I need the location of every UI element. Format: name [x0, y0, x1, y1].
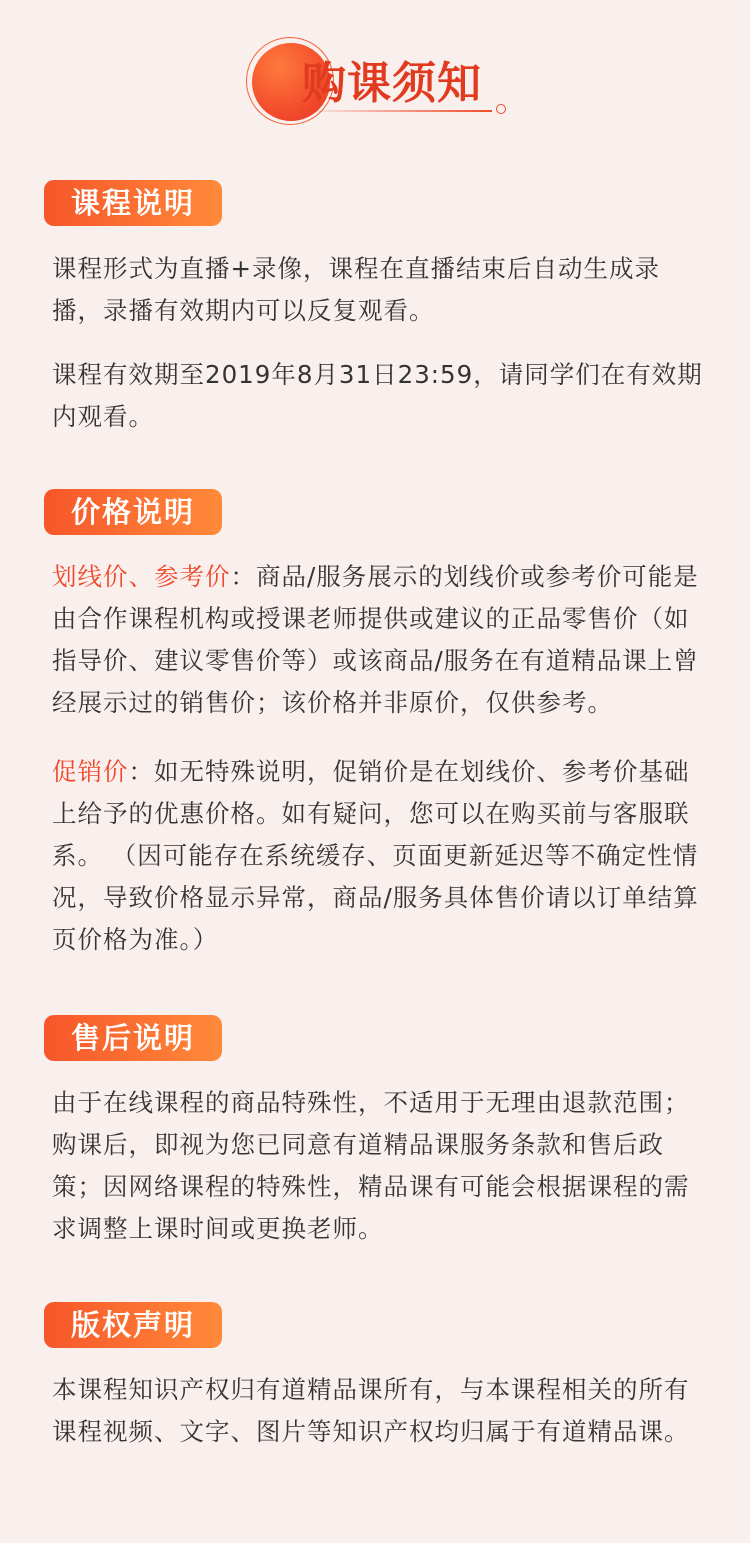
paragraph-text: ：如无特殊说明，促销价是在划线价、参考价基础上给予的优惠价格。如有疑问，您可以在购买前与客服联系。 （因可能存在系统缓存、页面更新延迟等不确定性情况，导致价格显示异常，商品/服务具体售价请以订单结算页价格为准。）: [52, 757, 699, 954]
section-label-after-sales: 售后说明: [44, 1015, 222, 1061]
course-paragraph-2: [52, 354, 708, 438]
paragraph-text: 由于在线课程的商品特殊性，不适用于无理由退款范围；购课后，即视为您已同意有道精品课服务条款和售后政策；因网络课程的特殊性，精品课有可能会根据课程的需求调整上课时间或更换老师。: [52, 1088, 690, 1243]
paragraph-text: 本课程知识产权归有道精品课所有，与本课程相关的所有课程视频、文字、图片等知识产权均归属于有道精品课。: [52, 1375, 690, 1446]
page-title: 购课须知: [302, 58, 482, 109]
after-sales-paragraph: [52, 1082, 708, 1250]
section-label-course: 课程说明: [44, 180, 222, 226]
paragraph-text: 课程形式为直播+录像，课程在直播结束后自动生成录播，录播有效期内可以反复观看。: [52, 254, 661, 325]
paragraph-text: 课程有效期至2019年8月31日23:59，请同学们在有效期内观看。: [52, 360, 703, 431]
price-paragraph-2: [52, 751, 708, 961]
header: [0, 0, 750, 160]
price-paragraph-1: [52, 556, 708, 724]
section-label-price: 价格说明: [44, 489, 222, 535]
highlight-term: 划线价、参考价: [52, 562, 231, 591]
section-label-copyright: 版权声明: [44, 1302, 222, 1348]
title-underline: [302, 110, 492, 112]
course-paragraph-1: [52, 248, 708, 332]
copyright-paragraph: [52, 1369, 708, 1453]
title-dot-decoration: [496, 104, 506, 114]
highlight-term: 促销价: [52, 757, 129, 786]
paragraph-text: ：商品/服务展示的划线价或参考价可能是由合作课程机构或授课老师提供或建议的正品零售价（如指导价、建议零售价等）或该商品/服务在有道精品课上曾经展示过的销售价；该价格并非原价，仅供参考。: [52, 562, 699, 717]
